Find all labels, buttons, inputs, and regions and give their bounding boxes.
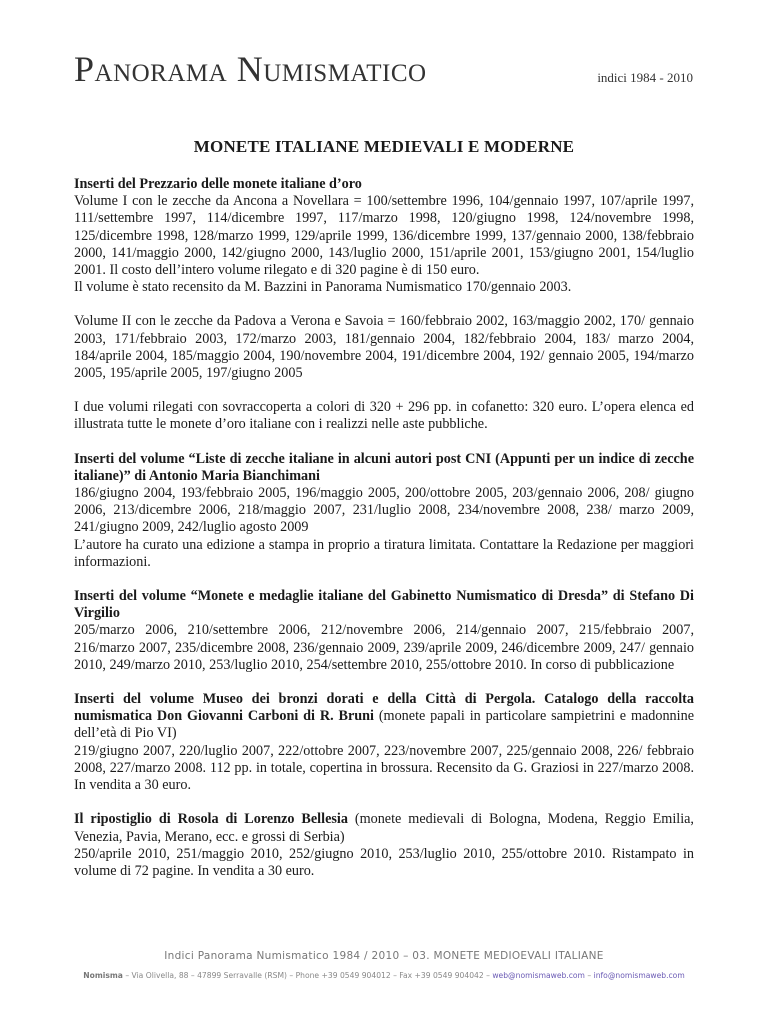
section-title-note: (monete medievali di Bologna, Modena, Reggio Emilia, Venezia, Pavia, Merano, ecc. e grossi di Serbia) bbox=[74, 811, 694, 845]
footer-web-link[interactable]: web@nomismaweb.com bbox=[492, 971, 585, 980]
section-dresden-coins bbox=[74, 588, 694, 674]
section-title: Il ripostiglio di Rosola di Lorenzo Bellesia bbox=[74, 811, 348, 828]
paragraph: L’autore ha curato una edizione a stampa in proprio a tiratura limitata. Contattare la Redazione per maggiori informazioni. bbox=[74, 536, 694, 570]
section-volume-two bbox=[74, 313, 694, 382]
paragraph: Volume II con le zecche da Padova a Verona e Savoia = 160/febbraio 2002, 163/maggio 2002, 170/ gennaio 2003, 171/febbraio 2003, 172/marzo 2003, 181/gennaio 2004, 182/febbraio 2004, 183/ marzo 2004, 184/aprile 2004, 185/maggio 2004, 190/novembre 2004, 191/dicembre 2004, 192/ gennaio 2005, 194/marzo 2005, 195/aprile 2005, 197/giugno 2005 bbox=[74, 313, 694, 382]
footer-contact bbox=[0, 971, 768, 980]
section-heading bbox=[74, 691, 694, 743]
section-title: Inserti del volume “Monete e medaglie italiane del Gabinetto Numismatico di Dresda” di Stefano Di Virgilio bbox=[74, 588, 694, 622]
page-title: MONETE ITALIANE MEDIEVALI E MODERNE bbox=[193, 137, 575, 156]
section-title: Inserti del volume Museo dei bronzi dorati e della Città di Pergola. Catalogo della raccolta numismatica Don Giovanni Carboni di R. Bruni bbox=[74, 691, 694, 725]
publication-masthead: Panorama Numismatico bbox=[74, 49, 427, 89]
document-body bbox=[74, 176, 694, 897]
index-years: indici 1984 - 2010 bbox=[597, 70, 693, 85]
section-rosola-hoard bbox=[74, 811, 694, 880]
footer-separator: – bbox=[584, 971, 594, 980]
paragraph: 186/giugno 2004, 193/febbraio 2005, 196/maggio 2005, 200/ottobre 2005, 203/gennaio 2006, 208/ giugno 2006, 213/dicembre 2006, 218/maggio 2007, 231/luglio 2008, 234/novembre 2008, 238/ marzo 2009, 241/giugno 2009, 242/luglio agosto 2009 bbox=[74, 485, 694, 536]
section-bound-volumes bbox=[74, 399, 694, 433]
paragraph: I due volumi rilegati con sovraccoperta a colori di 320 + 296 pp. in cofanetto: 320 euro. L’opera elenca ed illustrata tutte le monete d’oro italiane con i realizzi nelle aste pubbliche. bbox=[74, 399, 694, 433]
paragraph: Il volume è stato recensito da M. Bazzini in Panorama Numismatico 170/gennaio 2003. bbox=[74, 279, 572, 296]
section-pergola-museum bbox=[74, 691, 694, 794]
section-heading bbox=[74, 811, 694, 845]
paragraph: 205/marzo 2006, 210/settembre 2006, 212/novembre 2006, 214/gennaio 2007, 215/febbraio 2007, 216/marzo 2007, 235/dicembre 2008, 236/gennaio 2009, 239/aprile 2009, 246/dicembre 2009, 247/ gennaio 2010, 249/marzo 2010, 253/luglio 2010, 254/settembre 2010, 255/ottobre 2010. In corso di pubblicazione bbox=[74, 622, 694, 673]
section-mint-lists bbox=[74, 451, 694, 571]
paragraph: 250/aprile 2010, 251/maggio 2010, 252/giugno 2010, 253/luglio 2010, 255/ottobre 2010. Ristampato in volume di 72 pagine. In vendita a 30 euro. bbox=[74, 845, 694, 879]
paragraph: Volume I con le zecche da Ancona a Novellara = 100/settembre 1996, 104/gennaio 1997, 107/aprile 1997, 111/settembre 1997, 114/dicembre 1997, 117/marzo 1998, 120/giugno 1998, 124/novembre 1998, 125/dicembre 1998, 128/marzo 1999, 129/aprile 1999, 136/dicembre 1999, 137/gennaio 2000, 138/febbraio 2000, 141/maggio 2000, 142/giugno 2000, 143/luglio 2000, 151/aprile 2001, 153/giugno 2001, 154/luglio 2001. Il costo dell’intero volume rilegato e di 320 pagine è di 150 euro. bbox=[74, 193, 694, 279]
footer-email-link[interactable]: info@nomismaweb.com bbox=[593, 971, 685, 980]
section-title: Inserti del volume “Liste di zecche italiane in alcuni autori post CNI (Appunti per un indice di zecche italiane)” di Antonio Maria Bianchimani bbox=[74, 450, 694, 484]
section-title-note: (monete papali in particolare sampietrini e madonnine dell’età di Pio VI) bbox=[74, 708, 694, 742]
section-gold-coins-catalog bbox=[74, 176, 694, 296]
footer-brand: Nomisma bbox=[83, 971, 123, 980]
footer-address: – Via Olivella, 88 – 47899 Serravalle (RSM) – Phone +39 0549 904012 – Fax +39 0549 904042 – bbox=[122, 971, 493, 980]
footer-index-title: Indici Panorama Numismatico 1984 / 2010 – 03. MONETE MEDIOEVALI ITALIANE bbox=[164, 950, 604, 962]
paragraph: 219/giugno 2007, 220/luglio 2007, 222/ottobre 2007, 223/novembre 2007, 225/gennaio 2008, 226/ febbraio 2008, 227/marzo 2008. 112 pp. in totale, copertina in brossura. Recensito da G. Graziosi in 227/marzo 2008. In vendita a 30 euro. bbox=[74, 742, 694, 794]
section-title: Inserti del Prezzario delle monete italiane d’oro bbox=[74, 176, 362, 192]
